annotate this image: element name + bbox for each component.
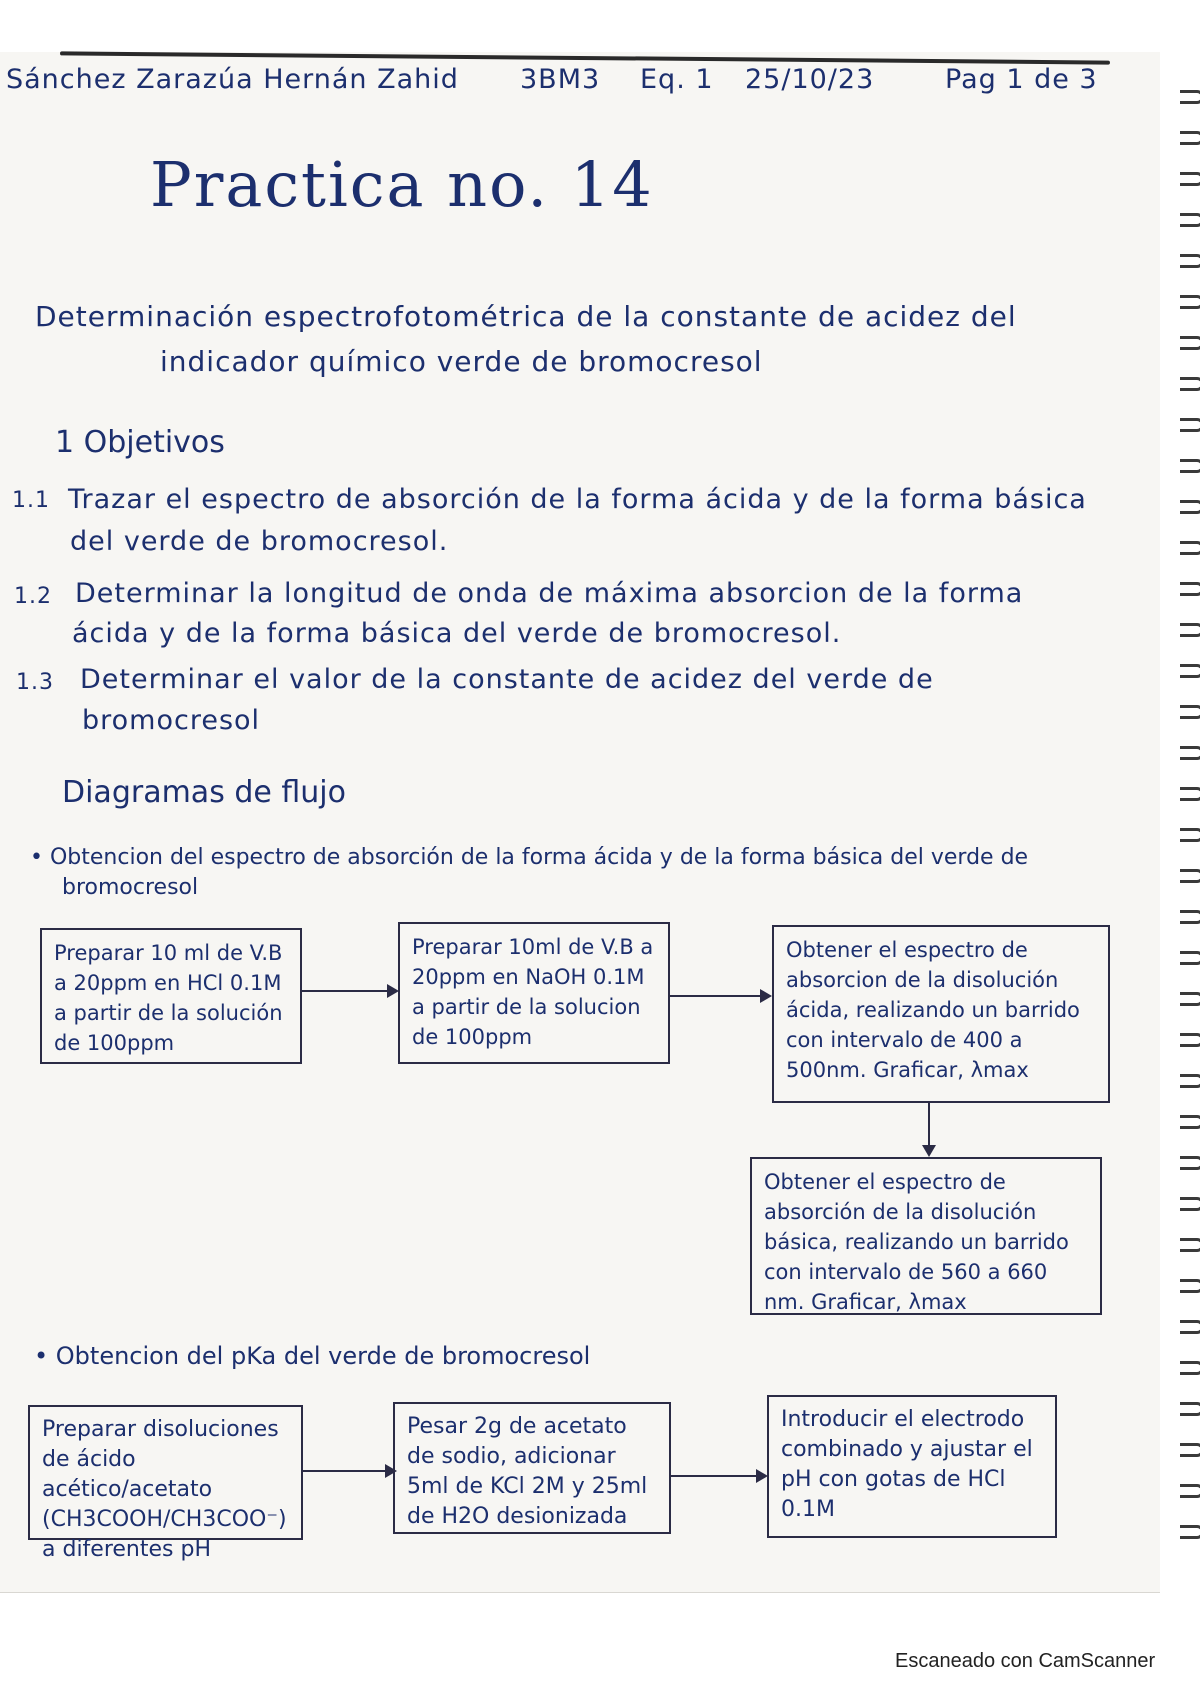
spiral-coil — [1180, 1484, 1200, 1498]
spiral-coil — [1180, 295, 1200, 309]
objective-text: del verde de bromocresol. — [70, 526, 449, 557]
spiral-coil — [1180, 459, 1200, 473]
scanner-watermark: Escaneado con CamScanner — [895, 1650, 1156, 1672]
spiral-coil — [1180, 582, 1200, 596]
flow-section-1-title: • Obtencion del espectro de absorción de la forma ácida y de la forma básica del verde de — [30, 845, 1029, 870]
spiral-coil — [1180, 1156, 1200, 1170]
spiral-coil — [1180, 90, 1200, 104]
spiral-coil — [1180, 746, 1200, 760]
flow-box-prepare-base: Preparar 10ml de V.B a 20ppm en NaOH 0.1M a partir de la solucion de 100ppm — [398, 922, 670, 1064]
date: 25/10/23 — [745, 64, 875, 95]
spiral-coil — [1180, 254, 1200, 268]
spiral-coil — [1180, 623, 1200, 637]
flow-diagrams-heading: Diagramas de flujo — [62, 775, 346, 810]
spiral-coil — [1180, 1525, 1200, 1539]
flow-box-prepare-buffers: Preparar disoluciones de ácido acético/acetato (CH3COOH/CH3COO⁻) a diferentes pH — [28, 1405, 303, 1540]
objectives-heading: 1 Objetivos — [55, 425, 225, 460]
flow-arrow — [303, 1470, 395, 1472]
flow-arrow — [302, 990, 397, 992]
student-name: Sánchez Zarazúa Hernán Zahid — [6, 64, 459, 95]
flow-section-1-title-cont: bromocresol — [62, 875, 199, 900]
spiral-coil — [1180, 828, 1200, 842]
objective-text: Trazar el espectro de absorción de la forma ácida y de la forma básica — [68, 484, 1087, 515]
spiral-coil — [1180, 377, 1200, 391]
flow-box-prepare-acid: Preparar 10 ml de V.B a 20ppm en HCl 0.1M a partir de la solución de 100ppm — [40, 928, 302, 1064]
flow-box-adjust-ph: Introducir el electrodo combinado y ajustar el pH con gotas de HCl 0.1M — [767, 1395, 1057, 1538]
spiral-binding — [1180, 90, 1200, 1590]
spiral-coil — [1180, 418, 1200, 432]
flow-box-base-spectrum: Obtener el espectro de absorción de la disolución básica, realizando un barrido con intervalo de 560 a 660 nm. Graficar, λmax — [750, 1157, 1102, 1315]
spiral-coil — [1180, 787, 1200, 801]
flow-arrow — [670, 995, 770, 997]
objective-text: ácida y de la forma básica del verde de bromocresol. — [72, 618, 842, 649]
spiral-coil — [1180, 1115, 1200, 1129]
spiral-coil — [1180, 1361, 1200, 1375]
spiral-coil — [1180, 213, 1200, 227]
spiral-coil — [1180, 131, 1200, 145]
spiral-coil — [1180, 500, 1200, 514]
spiral-coil — [1180, 951, 1200, 965]
spiral-coil — [1180, 172, 1200, 186]
objective-number: 1.1 — [12, 488, 50, 513]
spiral-coil — [1180, 910, 1200, 924]
objective-text: Determinar la longitud de onda de máxima absorcion de la forma — [75, 578, 1024, 609]
group-code: 3BM3 — [520, 64, 601, 95]
objective-number: 1.2 — [14, 584, 52, 609]
spiral-coil — [1180, 1238, 1200, 1252]
flow-box-acid-spectrum: Obtener el espectro de absorcion de la disolución ácida, realizando un barrido con intervalo de 400 a 500nm. Graficar, λmax — [772, 925, 1110, 1103]
spiral-coil — [1180, 1320, 1200, 1334]
objective-text: Determinar el valor de la constante de acidez del verde de — [80, 664, 934, 695]
spiral-coil — [1180, 1074, 1200, 1088]
team-number: Eq. 1 — [640, 64, 714, 95]
objective-text: bromocresol — [82, 705, 261, 736]
spiral-coil — [1180, 1402, 1200, 1416]
spiral-coil — [1180, 1197, 1200, 1211]
flow-box-weigh-acetate: Pesar 2g de acetato de sodio, adicionar 5ml de KCl 2M y 25ml de H2O desionizada — [393, 1402, 671, 1534]
flow-section-2-title: • Obtencion del pKa del verde de bromocresol — [34, 1342, 591, 1370]
page-number: Pag 1 de 3 — [945, 64, 1098, 95]
spiral-coil — [1180, 1443, 1200, 1457]
flow-arrow — [928, 1103, 930, 1155]
spiral-coil — [1180, 541, 1200, 555]
spiral-coil — [1180, 992, 1200, 1006]
spiral-coil — [1180, 705, 1200, 719]
objective-number: 1.3 — [16, 670, 54, 695]
spiral-coil — [1180, 869, 1200, 883]
subtitle-line-2: indicador químico verde de bromocresol — [160, 345, 763, 378]
spiral-coil — [1180, 336, 1200, 350]
subtitle-line-1: Determinación espectrofotométrica de la constante de acidez del — [35, 300, 1017, 333]
flow-arrow — [671, 1475, 766, 1477]
spiral-coil — [1180, 1279, 1200, 1293]
spiral-coil — [1180, 664, 1200, 678]
page-title: Practica no. 14 — [150, 148, 654, 221]
spiral-coil — [1180, 1033, 1200, 1047]
